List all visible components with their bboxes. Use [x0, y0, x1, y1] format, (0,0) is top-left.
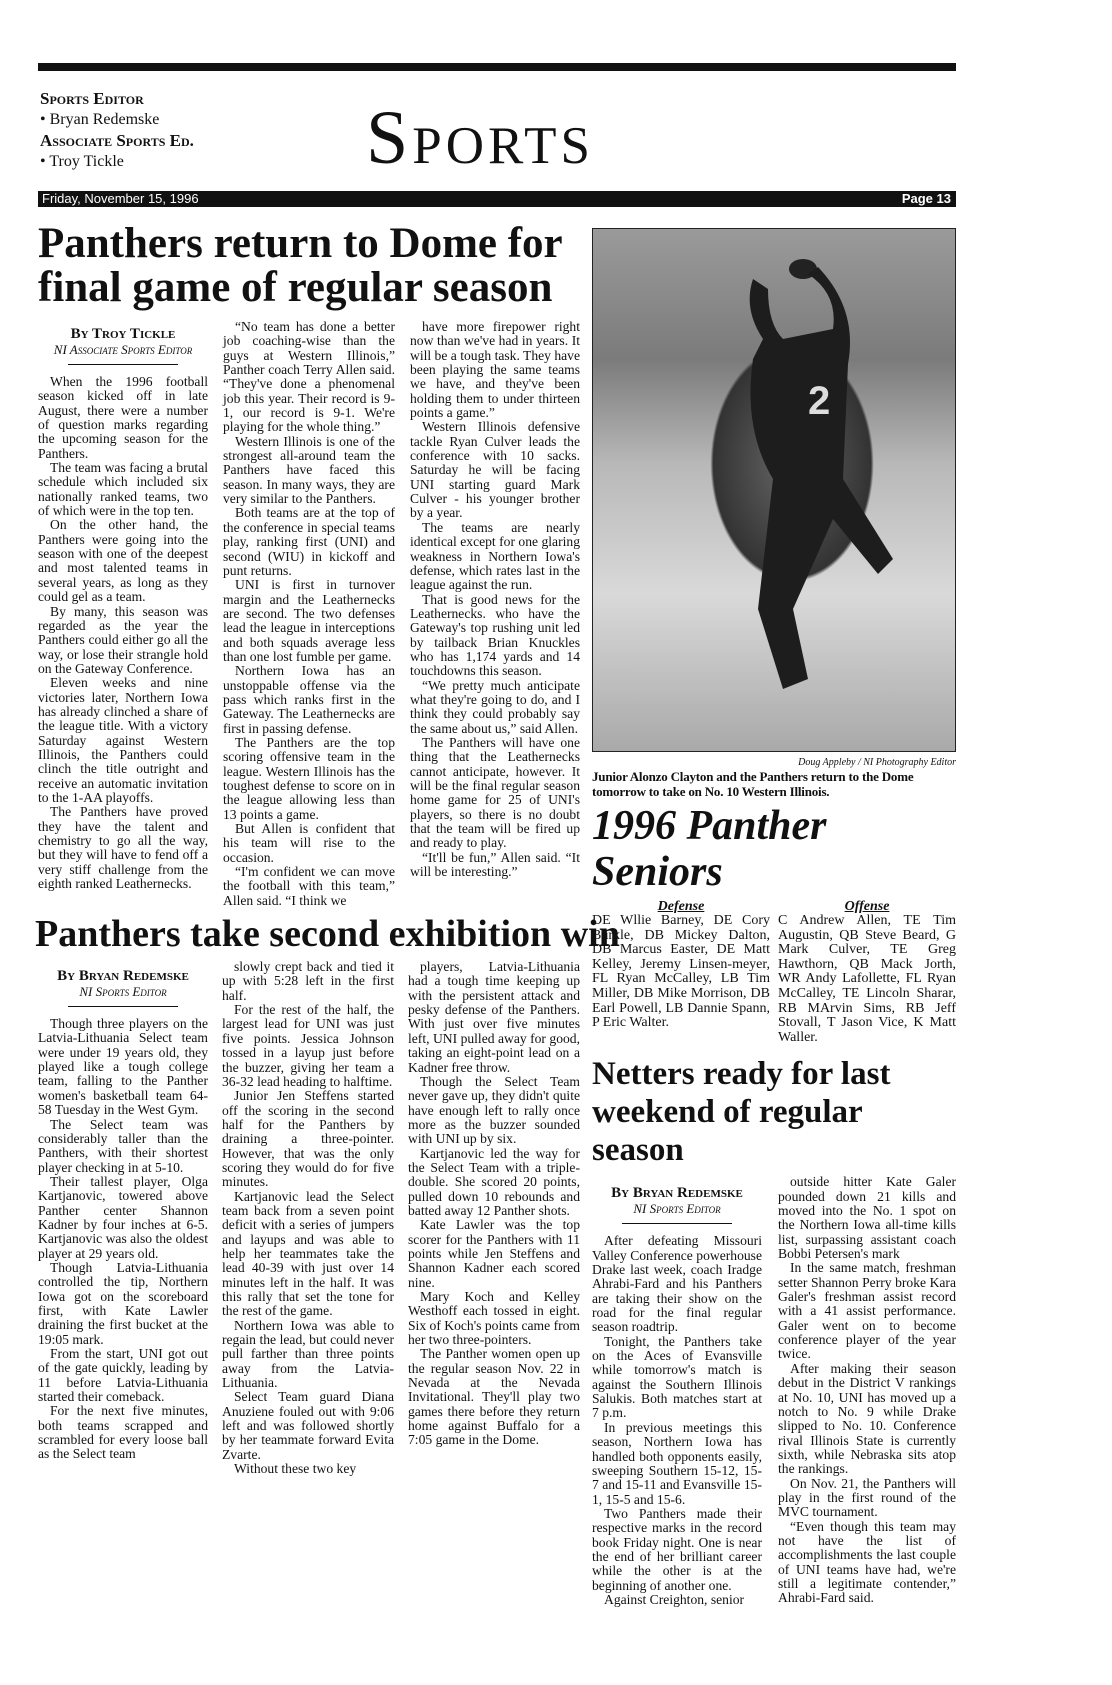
paragraph: The teams are nearly identical except for one glaring weakness in Northern Iowa's defense, which rates last in the league against the run. — [410, 519, 580, 593]
offense-heading: Offense — [844, 899, 890, 914]
story2-headline: Panthers take second exhibition win — [35, 913, 620, 956]
paragraph: For the rest of the half, the largest lead for UNI was just five points. Jessica Johnson tossed in a layup just before the buzzer, giving her team a 36-32 lead heading to halftime. — [222, 1002, 394, 1089]
paragraph: From the start, UNI got out of the gate quickly, leading by 11 before Latvia-Lithuania started their comeback. — [38, 1346, 208, 1405]
paragraph: Select Team guard Diana Anuziene fouled out with 9:06 left and was followed shortly by her teammate forward Evita Zvarte. — [222, 1389, 394, 1462]
paragraph: UNI is first in turnover margin and the Leathernecks are second. The two defenses lead the league in interceptions and both squads average less than one lost fumble per game. — [223, 577, 395, 664]
paragraph: On the other hand, the Panthers were going into the season with one of the deepest and most talented teams in several years, as long as they could gel as a team. — [38, 517, 208, 605]
svg-text:2: 2 — [808, 379, 831, 423]
seniors-title: 1996 Panther Seniors — [592, 803, 827, 895]
story2-byline — [38, 968, 208, 1007]
story2-col-2 — [222, 960, 394, 1476]
paragraph: Without these two key — [234, 1461, 357, 1477]
paragraph: The Select team was considerably taller than the Panthers, with their shortest player checking in at 5-10. — [38, 1116, 208, 1175]
byline-title: NI Sports Editor — [633, 1201, 721, 1217]
assoc-editor-name: • Troy Tickle — [40, 153, 124, 170]
paragraph: Western Illinois defensive tackle Ryan Culver leads the conference with 10 sacks. Saturday he will be facing UNI starting guard Mark Culver - his younger brother by a year. — [410, 419, 580, 521]
byline-rule — [68, 364, 178, 365]
column-body — [408, 960, 580, 1448]
paragraph: The team was facing a brutal schedule which included six nationally ranked teams, two of which were in the top ten. — [38, 460, 208, 519]
paragraph: Though three players on the Latvia-Lithuania Select team were under 19 years old, they played like a tough college team, falling to the Panther women's basketball team 64-58 Tuesday in the West Gym. — [38, 1016, 208, 1118]
paragraph: players, Latvia-Lithuania had a tough time keeping up with the persistent attack and pesky defense of the Panthers. With just over five minutes left, UNI pulled away for good, taking an eight-point lead on a Kadner free throw. — [408, 959, 580, 1075]
column-body — [410, 320, 580, 879]
date-bar — [38, 191, 956, 207]
top-rule — [38, 63, 956, 71]
paragraph: Both teams are at the top of the conference in special teams play, ranking first (UNI) and second (WIU) in kickoff and punt returns. — [223, 505, 395, 578]
story1-col-1 — [38, 326, 208, 891]
paragraph: Mary Koch and Kelley Westhoff each tossed in eight. Six of Koch's points came from her two three-pointers. — [408, 1289, 580, 1348]
paragraph: After making their season debut in the District V rankings at No. 10, UNI has moved up a notch to No. 9 while Drake slipped to No. 10. Conference rival Illinois State is currently sixth, while Nebraska sits atop the rankings. — [778, 1360, 956, 1477]
story1-headline: Panthers return to Dome for final game of regular season — [38, 220, 562, 311]
column-body — [778, 1175, 956, 1605]
paragraph: Against Creighton, senior — [604, 1591, 745, 1607]
paragraph: Western Illinois is one of the strongest all-around team the Panthers have faced this season. In many ways, they are very similar to the Panthers. — [223, 433, 395, 507]
assoc-editor-role: Associate Sports Ed. — [40, 131, 194, 150]
byline-name: By Troy Tickle — [70, 326, 176, 342]
paragraph: Kartjanovic lead the Select team back from a seven point deficit with a series of jumpers and layups and was able to help her teammates take the lead 40-39 with just over 14 minutes left in the half. It was this rally that set the tone for the rest of the game. — [222, 1188, 394, 1319]
paragraph: “It'll be fun,” Allen said. “It will be interesting.” — [410, 849, 580, 880]
byline-title: NI Associate Sports Editor — [53, 342, 193, 357]
paragraph: That is good news for the Leathernecks. who have the Gateway's top rushing unit led by tailback Brian Knuckles who has 1,174 yards and 14 touchdowns this season. — [410, 591, 580, 679]
offense-roster: C Andrew Allen, TE Tim Augustin, QB Steve Beard, G Mark Culver, TE Greg Hawthorn, QB Mack Jorth, WR Andy Lafollette, FL Ryan McCalley, TE Lincoln Sharar, RB MArvin Sims, RB Jeff Stovall, T Jason Vice, K Matt Waller. — [778, 913, 956, 1045]
paragraph: “No team has done a better job coaching-wise than the guys at Western Illinois,” Panther coach Terry Allen said. “They've done a phenomenal job this year. Their record is 9-1, our record is 9-1. We're playing for the whole thing.” — [223, 319, 395, 435]
paragraph: “I'm confident we can move the football with this team,” Allen said. “I think we — [223, 864, 395, 908]
story1-byline — [38, 326, 208, 365]
byline-rule — [622, 1223, 732, 1224]
left-area — [35, 220, 620, 1477]
right-area — [592, 228, 956, 1607]
paragraph: Kartjanovic led the way for the Select Team with a triple-double. She scored 20 points, pulled down 10 rebounds and batted away 12 Panther shots. — [408, 1145, 580, 1218]
byline-name: By Bryan Redemske — [57, 968, 189, 985]
column-body — [38, 375, 208, 891]
story2-body — [38, 960, 580, 1476]
column-body — [223, 320, 395, 908]
paragraph: The Panthers are the top scoring offensive team in the league. Western Illinois has the toughest defense to score on in the league allowing less than 13 points a game. — [223, 734, 395, 822]
offense-list — [778, 899, 956, 1045]
byline-rule — [68, 1006, 178, 1007]
paragraph: Though the Select Team never gave up, they didn't quite have enough left to rally once more as the buzzer sounded with UNI up by six. — [408, 1073, 580, 1147]
paragraph: The Panthers have proved they have the talent and chemistry to go all the way, but they will have to fend off a very stiff challenge from the eighth ranked Leathernecks. — [38, 804, 208, 892]
story3-col-2 — [778, 1175, 956, 1605]
paragraph: Kate Lawler was the top scorer for the Panthers with 11 points while Jen Steffens and Shannon Kadner each scored nine. — [408, 1217, 580, 1290]
paragraph: In the same match, freshman setter Shannon Perry broke Kara Galer's freshman assist record with a 41 assist performance. Galer went on to become conference player of the year twice. — [778, 1260, 956, 1362]
paragraph: Junior Jen Steffens started off the scoring in the second half for the Panthers by draining a three-pointer. However, that was the only scoring they would do for five minutes. — [222, 1088, 394, 1190]
seniors-roster — [592, 899, 956, 1045]
column-body — [222, 960, 394, 1476]
story3-col-1 — [592, 1185, 762, 1607]
paragraph: Tonight, the Panthers take on the Aces of Evansville while tomorrow's match is against the Southern Illinois Salukis. Both matches start at 7 p.m. — [592, 1333, 762, 1421]
story3-byline — [592, 1185, 762, 1224]
paragraph: The Panther women open up the regular season Nov. 22 in Nevada at the Nevada Invitational. They'll play two games there before they return home against Buffalo for a 7:05 game in the Dome. — [408, 1346, 580, 1448]
story3-headline: Netters ready for last weekend of regular season — [592, 1056, 891, 1169]
paragraph: “Even though this team may not have the list of accomplishments the last couple of UNI teams have had, we're still a legitimate contender,” Ahrabi-Fard said. — [778, 1518, 956, 1606]
story1-col-2 — [223, 320, 395, 908]
editor-role: Sports Editor — [40, 89, 144, 108]
page-number: Page 13 — [901, 191, 951, 206]
column-body — [592, 1234, 762, 1607]
story1-body — [38, 320, 580, 908]
paragraph: Northern Iowa was able to regain the lead, but could never pull farther than three points away from the Latvia-Lithuania. — [222, 1317, 394, 1391]
story2-col-3 — [408, 960, 580, 1448]
paragraph: have more firepower right now than we've had in years. It will be a tough task. They have been playing the same teams we have, and they've been holding them to under thirteen points a game.” — [410, 319, 581, 421]
byline-title: NI Sports Editor — [79, 984, 167, 1000]
column-body — [38, 1017, 208, 1462]
paragraph: outside hitter Kate Galer pounded down 21 kills and moved into the No. 1 spot on the Northern Iowa all-time kills list, surpassing assistant coach Bobbi Petersen's mark — [778, 1174, 956, 1262]
byline-name: By Bryan Redemske — [611, 1185, 743, 1202]
paragraph: On Nov. 21, the Panthers will play in the first round of the MVC tournament. — [778, 1475, 956, 1520]
photo-caption: Junior Alonzo Clayton and the Panthers return to the Dome tomorrow to take on No. 10 Western Illinois. — [592, 769, 914, 799]
paragraph: Eleven weeks and nine victories later, Northern Iowa has already clinched a share of the league title. With a victory Saturday against Western Illinois, the Panthers could clinch the title outright and receive an automatic invitation to the 1-AA playoffs. — [38, 675, 208, 805]
paragraph: Their tallest player, Olga Kartjanovic, towered above Panther center Shannon Kadner by four inches at 6-5. Kartjanovic was also the oldest player at 29 years old. — [38, 1173, 208, 1261]
editor-name: • Bryan Redemske — [40, 111, 160, 128]
player-silhouette-icon — [593, 229, 955, 751]
photo-credit: Doug Appleby / NI Photography Editor — [798, 757, 956, 768]
paragraph: Two Panthers made their respective marks in the record book Friday night. One is near the end of her brilliant career while the other is at the beginning of another one. — [592, 1505, 762, 1593]
staff-box — [40, 88, 194, 172]
issue-date: Friday, November 15, 1996 — [42, 191, 199, 206]
paragraph: In previous meetings this season, Northern Iowa has handled both opponents easily, sweeping Southern 15-12, 15-7 and 15-11 and Evansville 15-1, 15-5 and 15-6. — [592, 1419, 762, 1507]
football-player-photo — [592, 228, 956, 752]
paragraph: Northern Iowa has an unstoppable offense via the pass which ranks first in the Gateway. The Leathernecks are first in passing defense. — [223, 663, 395, 736]
paragraph: “We pretty much anticipate what they're going to do, and I think they could probably say the same about us,” said Allen. — [410, 677, 580, 736]
paragraph: When the 1996 football season kicked off in late August, there were a number of question marks regarding the upcoming season for the Panthers. — [38, 374, 208, 461]
defense-roster: DE Wllie Barney, DE Cory Burkle, DB Mickey Dalton, DB Marcus Easter, DE Matt Kelley, Jeremy Linsen-meyer, FL Ryan McCalley, LB Tim Miller, DB Mike Morrison, DB Earl Powell, LB Dannie Spann, P Eric Walter. — [592, 913, 770, 1031]
paragraph: After defeating Missouri Valley Conference powerhouse Drake last week, coach Iradge Ahrabi-Fard and his Panthers are taking their show on the road for the final regular season roadtrip. — [592, 1233, 762, 1335]
story2-col-1 — [38, 968, 208, 1462]
paragraph: The Panthers will have one thing that the Leathernecks cannot anticipate, however. It will be the final regular season home game for 25 of UNI's players, so there is no doubt that the team will be fired up and ready to play. — [410, 734, 580, 851]
story1-col-3 — [410, 320, 580, 879]
paragraph: By many, this season was regarded as the year the Panthers could either go all the way, or lose their strangle hold on the Gateway Conference. — [38, 603, 208, 676]
defense-list — [592, 899, 770, 1031]
paragraph: Though Latvia-Lithuania controlled the tip, Northern Iowa got on the scoreboard first, with Kate Lawler draining the first bucket at the 19:05 mark. — [38, 1259, 208, 1347]
paragraph: But Allen is confident that his team will rise to the occasion. — [223, 821, 395, 865]
paragraph: For the next five minutes, both teams scrapped and scrambled for every loose ball as the Select team — [38, 1403, 208, 1462]
paragraph: slowly crept back and tied it up with 5:28 left in the first half. — [222, 959, 394, 1003]
story3-body — [592, 1175, 956, 1607]
section-title: Sports — [366, 96, 595, 180]
defense-heading: Defense — [657, 899, 705, 914]
